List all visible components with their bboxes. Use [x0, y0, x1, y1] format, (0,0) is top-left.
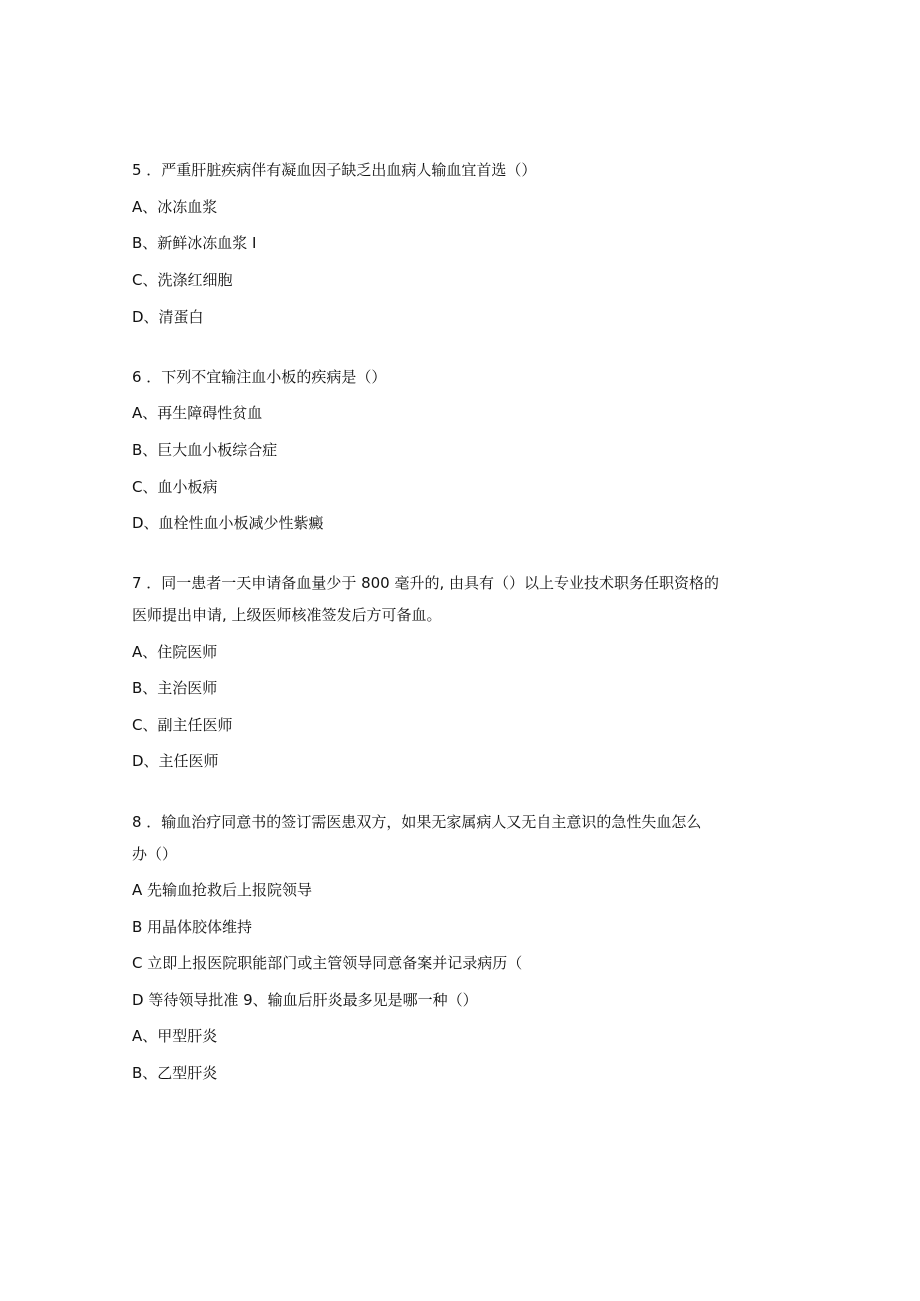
question-5-option-d: D、清蛋白	[132, 308, 204, 326]
question-6-stem: 6 ．下列不宜输注血小板的疾病是（）	[132, 368, 387, 386]
question-9-option-b: B、乙型肝炎	[132, 1064, 218, 1082]
question-6-option-d: D、血栓性血小板减少性紫癜	[132, 514, 324, 532]
question-8-option-c: C 立即上报医院职能部门或主管领导同意备案并记录病历（	[132, 954, 523, 972]
question-6-option-c: C、血小板病	[132, 478, 218, 496]
question-5-option-c: C、洗涤红细胞	[132, 271, 233, 289]
question-7-option-b: B、主治医师	[132, 679, 218, 697]
question-7-option-c: C、副主任医师	[132, 716, 233, 734]
question-6-option-b: B、巨大血小板综合症	[132, 441, 278, 459]
question-9-option-a: A、甲型肝炎	[132, 1027, 218, 1045]
question-7-stem-line-2: 医师提出申请, 上级医师核准签发后方可备血。	[132, 606, 442, 624]
question-5-stem: 5 ．严重肝脏疾病伴有凝血因子缺乏出血病人输血宜首选（）	[132, 161, 537, 179]
question-8-stem-line-2: 办（）	[132, 845, 178, 863]
question-8-option-d: D 等待领导批准 9、输血后肝炎最多见是哪一种（）	[132, 991, 478, 1009]
question-5-option-a: A、冰冻血浆	[132, 198, 218, 216]
question-8-option-a: A 先输血抢救后上报院领导	[132, 881, 313, 899]
question-7-option-d: D、主任医师	[132, 752, 219, 770]
question-5-option-b: B、新鲜冰冻血浆 I	[132, 234, 257, 252]
question-7-stem-line-1: 7 ．同一患者一天申请备血量少于 800 毫升的, 由具有（）以上专业技术职务任职资格的	[132, 574, 720, 592]
question-6-option-a: A、再生障碍性贫血	[132, 404, 263, 422]
question-8-option-b: B 用晶体胶体维持	[132, 918, 253, 936]
question-7-option-a: A、住院医师	[132, 643, 218, 661]
question-8-stem-line-1: 8 ．输血治疗同意书的签订需医患双方，如果无家属病人又无自主意识的急性失血怎么	[132, 813, 702, 831]
